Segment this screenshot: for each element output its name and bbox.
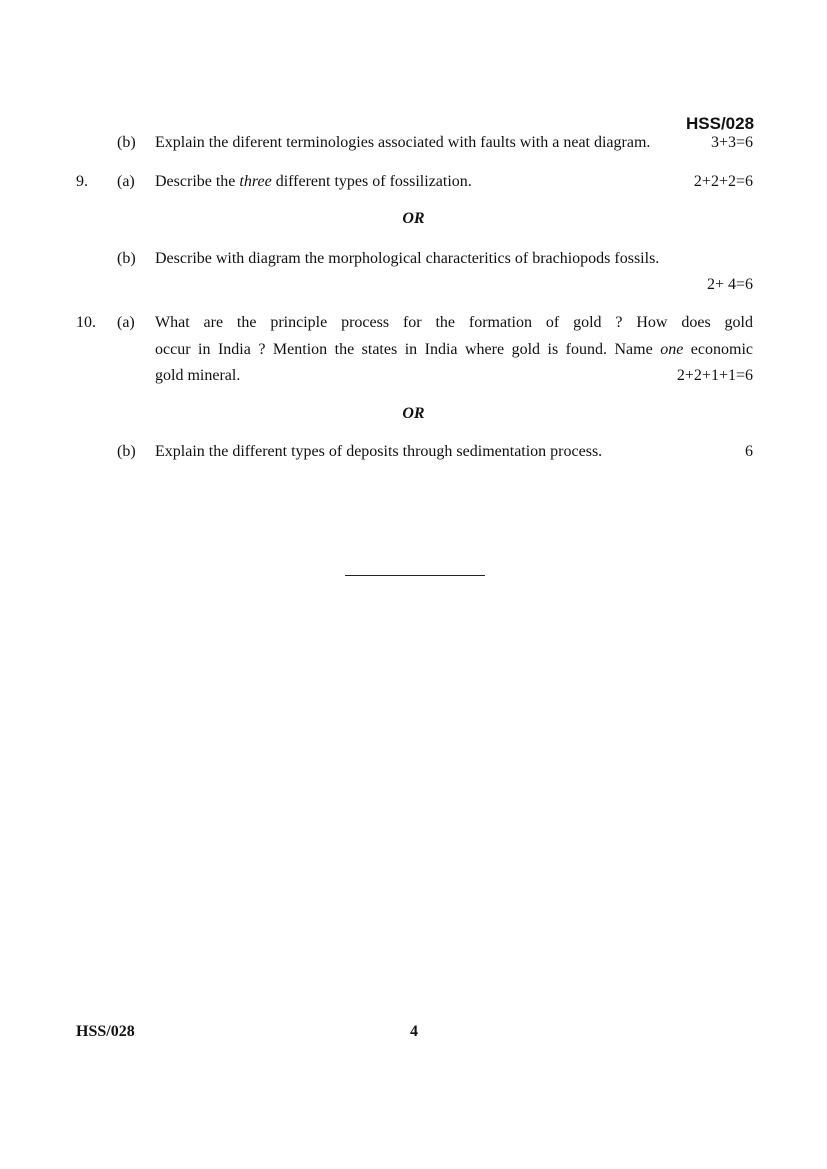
q10a-line-2-after: economic [683,341,753,358]
q8b-text: Explain the diferent terminologies associated with faults with a neat diagram. [155,134,651,151]
q9a-text-after: different types of fossilization. [271,173,472,190]
q10-number: 10. [76,314,96,331]
footer-paper-code: HSS/028 [76,1023,135,1040]
q9a-text [155,173,753,191]
q9a-text-emphasis: three [239,173,272,190]
end-rule [345,575,485,576]
q10b-text: Explain the different types of deposits through sedimentation process. [155,443,603,460]
q8b-marks: 3+3=6 [710,134,753,151]
q9a-marks: 2+2+2=6 [693,173,753,190]
q9b-part-label: (b) [117,250,136,267]
q9a-text-before: Describe the [155,173,240,190]
q10a-part-label: (a) [117,314,135,331]
q9b-text: Describe with diagram the morphological characteritics of brachiopods fossils. [155,250,660,267]
q10b-marks: 6 [745,443,753,460]
q10a-line-2-before: occur in India ? Mention the states in India where gold is found. Name [155,341,661,358]
q8b-part-label: (b) [117,134,136,151]
q9b-marks: 2+ 4=6 [706,276,753,293]
q10a-line-1: What are the principle process for the formation of gold ? How does gold [155,314,753,331]
q10a-line-2 [155,341,753,359]
q10-or-divider: OR [402,405,425,422]
q10a-line-3: gold mineral. [155,367,241,384]
q10a-marks: 2+2+1+1=6 [676,367,753,384]
q9-or-divider: OR [402,210,425,227]
page-number: 4 [410,1023,418,1040]
q10b-part-label: (b) [117,443,136,460]
header-paper-code: HSS/028 [686,114,755,133]
q9-number: 9. [76,173,88,190]
q10a-line-2-emphasis: one [660,341,684,358]
q9a-part-label: (a) [117,173,135,190]
